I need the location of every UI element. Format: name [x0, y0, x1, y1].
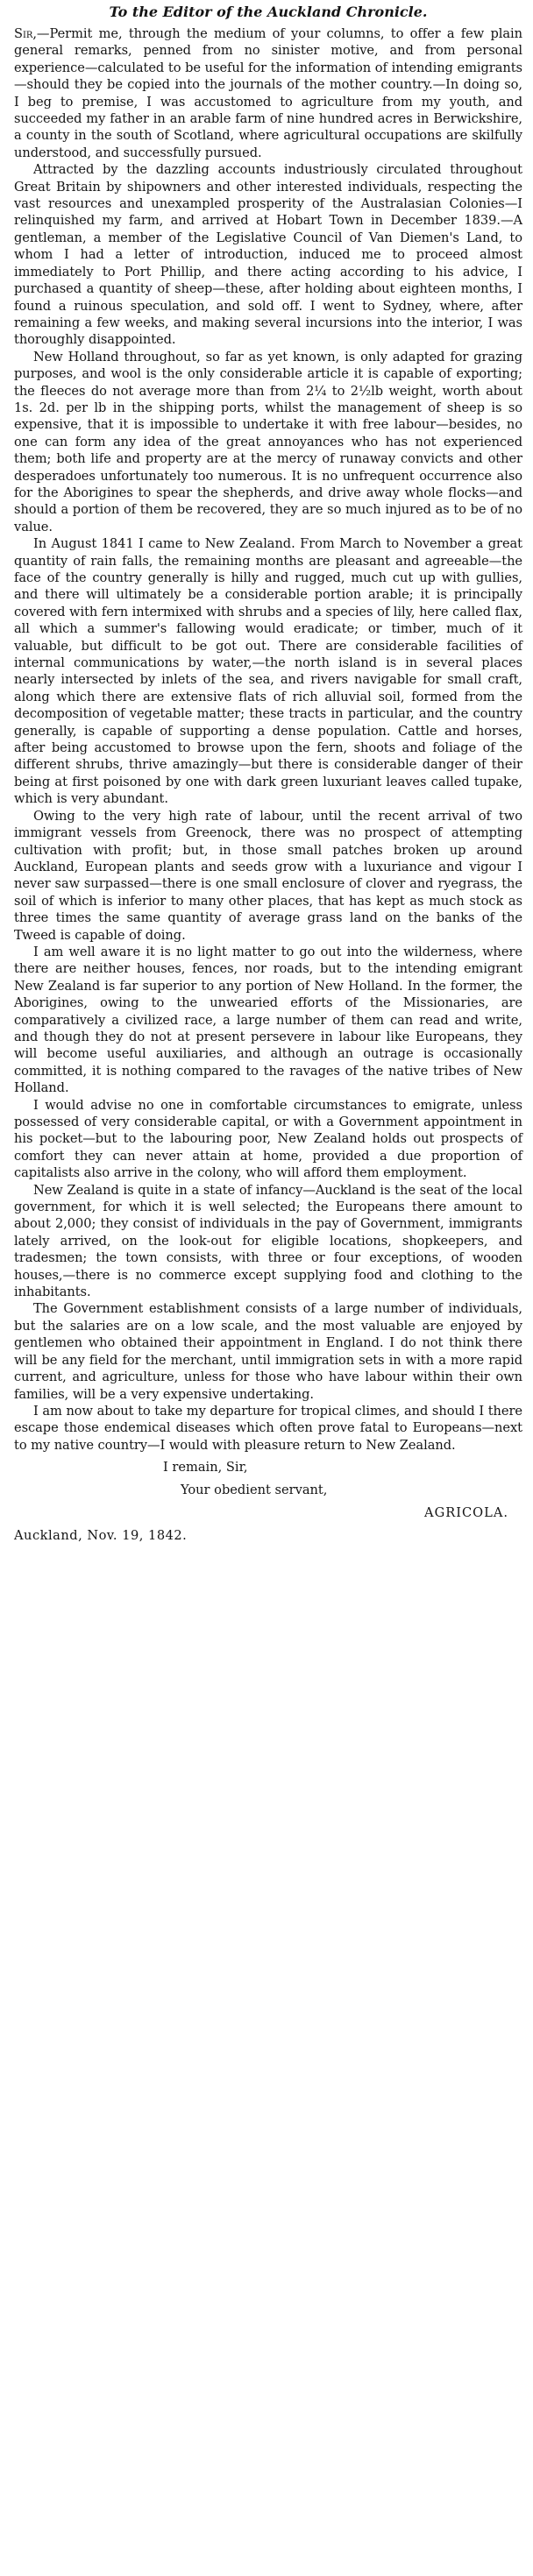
paragraph-1	[14, 25, 522, 161]
signature: AGRICOLA.	[424, 1505, 508, 1521]
salutation: Sir,	[14, 26, 37, 41]
paragraph-3: New Holland throughout, so far as yet known, is only adapted for grazing purposes, and wool is the only considerable article it is capable of exporting; the fleeces do not average more than from 2¼ to 2½lb weight, worth about 1s. 2d. per lb in the shipping ports, whilst the management of sheep is so expensive, that it is impossible to undertake it with free labour—besides, no one can form any idea of the great annoyances who has not experienced them; both life and property are at the mercy of runaway convicts and other desperadoes unfortunately too numerous. It is no unfrequent occurrence also for the Aborigines to spear the shepherds, and drive away whole flocks—and should a portion of them be recovered, they are so much injured as to be of no value.	[14, 349, 522, 534]
closing-servant: Your obedient servant,	[181, 1483, 328, 1498]
paragraph-5: Owing to the very high rate of labour, until the recent arrival of two immigrant vessels from Greenock, there was no prospect of attempting cultivation with profit; but, in those small patches broken up around Auckland, European plants and seeds grow with a luxuriance and vigour I never saw surpassed—there is one small enclosure of clover and ryegrass, the soil of which is inferior to many other places, that has kept as much stock as three times the same quantity of average grass land on the banks of the Tweed is capable of doing.	[14, 808, 522, 943]
paragraph-8: New Zealand is quite in a state of infancy—Auckland is the seat of the local government, for which it is well selected; the Europeans there amount to about 2,000; they consist of individuals in the pay of Government, immigrants lately arrived, on the look-out for eligible locations, shopkeepers, and tradesmen; the town consists, with three or four exceptions, of wooden houses,—there is no commerce except supplying food and clothing to the inhabitants.	[14, 1182, 522, 1300]
paragraph-7: I would advise no one in comfortable circumstances to emigrate, unless possessed of very considerable capital, or with a Government appointment in his pocket—but to the labouring poor, New Zealand holds out prospects of comfort they can never attain at home, provided a due proportion of capitalists also arrive in the colony, who will afford them employment.	[14, 1097, 522, 1181]
closing-remain: I remain, Sir,	[163, 1460, 248, 1476]
paragraph-9: The Government establishment consists of a large number of individuals, but the salaries are on a low scale, and the most valuable are enjoyed by gentlemen who obtained their appointment in England. I do not think there will be any field for the merchant, until immigration sets in with a more rapid current, and agriculture, unless for those who have labour within their own families, will be a very expensive undertaking.	[14, 1301, 522, 1402]
dateline: Auckland, Nov. 19, 1842.	[14, 1528, 188, 1544]
paragraph-10: I am now about to take my departure for tropical climes, and should I there escape those endemical diseases which often prove fatal to Europeans—next to my native country—I would with pleasure return to New Zealand.	[14, 1403, 522, 1453]
paragraph-6: I am well aware it is no light matter to go out into the wilderness, where there are neither houses, fences, nor roads, but to the intending emigrant New Zealand is far superior to any portion of New Holland. In the former, the Aborigines, owing to the unwearied efforts of the Missionaries, are comparatively a civilized race, a large number of them can read and write, and though they do not at present persevere in labour like Europeans, they will become useful auxiliaries, and although an outrage is occasionally committed, it is nothing compared to the ravages of the native tribes of New Holland.	[14, 944, 522, 1096]
letter-heading: To the Editor of the Auckland Chronicle.	[109, 4, 428, 20]
paragraph-1-text: —Permit me, through the medium of your columns, to offer a few plain general remarks, penned from no sinister motive, and from personal experience—calculated to be useful for the information of intending emigrants—should they be copied into the journals of the mother country.—In doing so, I beg to premise, I was accustomed to agriculture from my youth, and succeeded my father in an arable farm of nine hundred acres in Berwickshire, a county in the south of Scotland, where agricultural occupations are skilfully understood, and successfully pursued.	[14, 26, 522, 160]
paragraph-4: In August 1841 I came to New Zealand. From March to November a great quantity of rain falls, the remaining months are pleasant and agreeable—the face of the country generally is hilly and rugged, much cut up with gullies, and there will ultimately be a considerable portion arable; it is principally covered with fern intermixed with shrubs and a species of lily, here called flax, all which a summer's fallowing would eradicate; or timber, much of it valuable, but difficult to be got out. There are considerable facilities of internal communications by water,—the north island is in several places nearly intersected by inlets of the sea, and rivers navigable for small craft, along which there are extensive flats of rich alluvial soil, formed from the decomposition of vegetable matter; these tracts in particular, and the country generally, is capable of supporting a dense population. Cattle and horses, after being accustomed to browse upon the fern, shoots and foliage of the different shrubs, thrive amazingly—but there is considerable danger of their being at first poisoned by one with dark green luxuriant leaves called tupake, which is very abundant.	[14, 536, 522, 807]
paragraph-2: Attracted by the dazzling accounts industriously circulated throughout Great Britain by shipowners and other interested individuals, respecting the vast resources and unexampled prosperity of the Australasian Colonies—I relinquished my farm, and arrived at Hobart Town in December 1839.—A gentleman, a member of the Legislative Council of Van Diemen's Land, to whom I had a letter of introduction, induced me to proceed almost immediately to Port Phillip, and there acting according to his advice, I purchased a quantity of sheep—these, after holding about eighteen months, I found a ruinous speculation, and sold off. I went to Sydney, where, after remaining a few weeks, and making several incursions into the interior, I was thoroughly disappointed.	[14, 162, 522, 348]
